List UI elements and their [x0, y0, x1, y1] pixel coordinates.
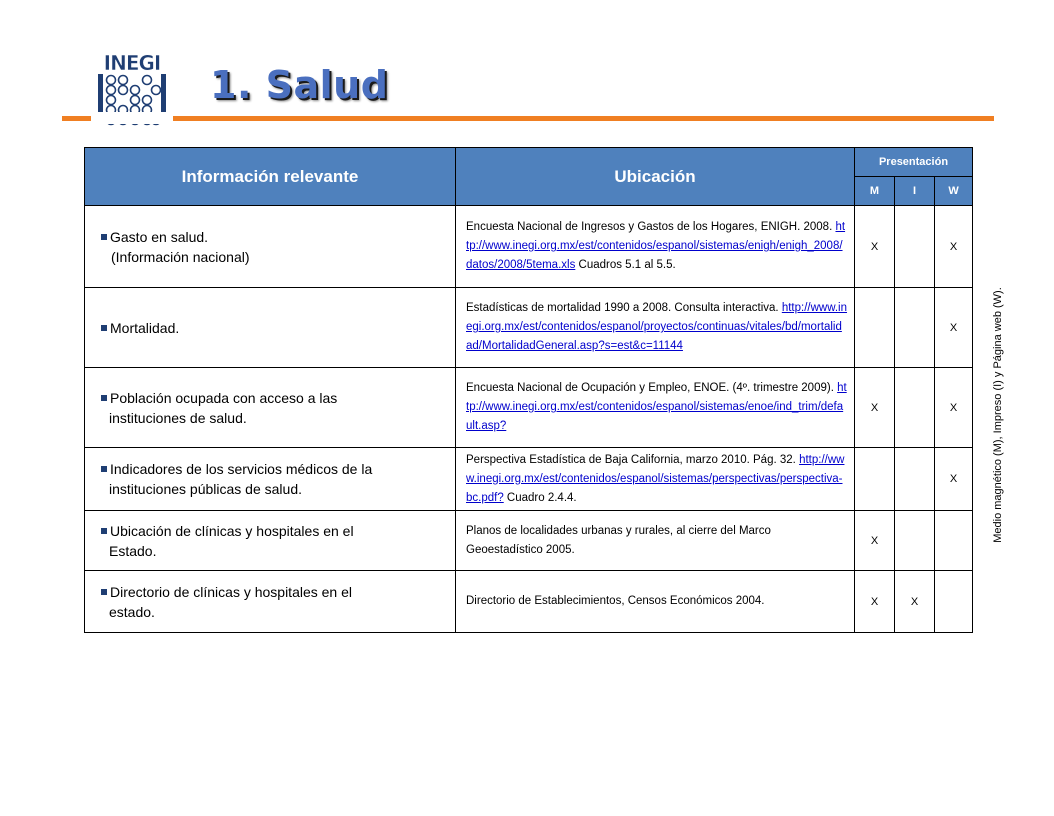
- info-text-line2: estado.: [109, 603, 155, 620]
- info-text: Mortalidad.: [110, 319, 180, 336]
- table-row: [85, 448, 973, 511]
- info-cell: [85, 288, 456, 368]
- mark-m: X: [855, 206, 895, 288]
- header-m: M: [855, 177, 895, 206]
- mark-i: [895, 288, 935, 368]
- source-link[interactable]: http://www.inegi.org.mx/est/contenidos/espanol/sistemas/enoe/ind_trim/default.asp?: [466, 382, 847, 432]
- header-location: Ubicación: [456, 148, 855, 206]
- header-w: W: [935, 177, 973, 206]
- location-text: Encuesta Nacional de Ingresos y Gastos de los Hogares, ENIGH. 2008.: [466, 221, 833, 233]
- mark-i: [895, 368, 935, 448]
- location-suffix: Cuadro 2.4.4.: [503, 491, 577, 504]
- info-subtext: (Información nacional): [111, 248, 250, 265]
- side-note-text: Medio magnético (M), Impreso (I) y Página web (W).: [992, 287, 1004, 543]
- mark-m: X: [855, 571, 895, 633]
- info-text: Indicadores de los servicios médicos de la: [110, 461, 373, 477]
- mark-m: X: [855, 368, 895, 448]
- info-cell: [85, 511, 456, 571]
- info-text: Directorio de clínicas y hospitales en el: [110, 583, 353, 600]
- location-cell: [456, 206, 855, 288]
- mark-w: X: [935, 288, 973, 368]
- mark-w: [935, 571, 973, 633]
- mark-m: [855, 288, 895, 368]
- bullet-icon: [101, 589, 107, 595]
- info-text-line2: instituciones públicas de salud.: [109, 481, 303, 497]
- location-cell: [456, 448, 855, 511]
- info-cell: [85, 448, 456, 511]
- source-link[interactable]: http://www.inegi.org.mx/est/contenidos/espanol/proyectos/continuas/vitales/bd/mortalidad/MortalidadGeneral.asp?s=est&c=11144: [466, 302, 848, 352]
- mark-i: [895, 511, 935, 571]
- bullet-icon: [101, 234, 107, 240]
- page-title: 1. Salud: [210, 63, 389, 107]
- mark-m: [855, 448, 895, 511]
- header-i: I: [895, 177, 935, 206]
- mark-w: X: [935, 206, 973, 288]
- mark-i: X: [895, 571, 935, 633]
- mark-i: [895, 206, 935, 288]
- location-cell: [456, 368, 855, 448]
- table-row: [85, 206, 973, 288]
- location-text: Planos de localidades urbanas y rurales, al cierre del Marco Geoestadístico 2005.: [466, 524, 771, 556]
- table-row: [85, 511, 973, 571]
- bullet-icon: [101, 466, 107, 472]
- location-suffix: Cuadros 5.1 al 5.5.: [575, 259, 676, 271]
- info-text: Población ocupada con acceso a las: [110, 389, 338, 406]
- location-cell: [456, 511, 855, 571]
- location-cell: [456, 571, 855, 633]
- info-table: [84, 147, 973, 633]
- side-note: [988, 255, 1008, 575]
- source-link[interactable]: http://www.inegi.org.mx/est/contenidos/espanol/sistemas/enigh/enigh_2008/datos/2008/5tema.xls: [466, 221, 846, 271]
- mark-m: X: [855, 511, 895, 571]
- mark-w: [935, 511, 973, 571]
- location-text: Estadísticas de mortalidad 1990 a 2008. Consulta interactiva.: [466, 302, 779, 314]
- bullet-icon: [101, 325, 107, 331]
- info-cell: [85, 206, 456, 288]
- location-cell: [456, 288, 855, 368]
- logo-gap: [91, 112, 173, 124]
- header-presentation: Presentación: [855, 148, 973, 177]
- info-text: Ubicación de clínicas y hospitales en el: [110, 522, 354, 539]
- header-info: Información relevante: [85, 148, 456, 206]
- info-cell: [85, 368, 456, 448]
- bullet-icon: [101, 528, 107, 534]
- table-row: [85, 288, 973, 368]
- source-link[interactable]: http://www.inegi.org.mx/est/contenidos/espanol/sistemas/perspectivas/perspectiva-bc.pdf?: [466, 453, 845, 504]
- location-text: Directorio de Establecimientos, Censos Económicos 2004.: [466, 595, 765, 607]
- table-row: [85, 571, 973, 633]
- bullet-icon: [101, 395, 107, 401]
- mark-w: X: [935, 368, 973, 448]
- info-text: Gasto en salud.: [110, 228, 209, 245]
- title-rule: [62, 116, 994, 121]
- table-row: [85, 368, 973, 448]
- logo-text: INEGI: [103, 51, 161, 75]
- mark-i: [895, 448, 935, 511]
- location-text: Encuesta Nacional de Ocupación y Empleo, ENOE. (4º. trimestre 2009).: [466, 382, 834, 394]
- info-text-line2: Estado.: [109, 542, 157, 559]
- location-text: Perspectiva Estadística de Baja California, marzo 2010. Pág. 32.: [466, 453, 796, 466]
- mark-w: X: [935, 448, 973, 511]
- info-cell: [85, 571, 456, 633]
- info-text-line2: instituciones de salud.: [109, 409, 247, 426]
